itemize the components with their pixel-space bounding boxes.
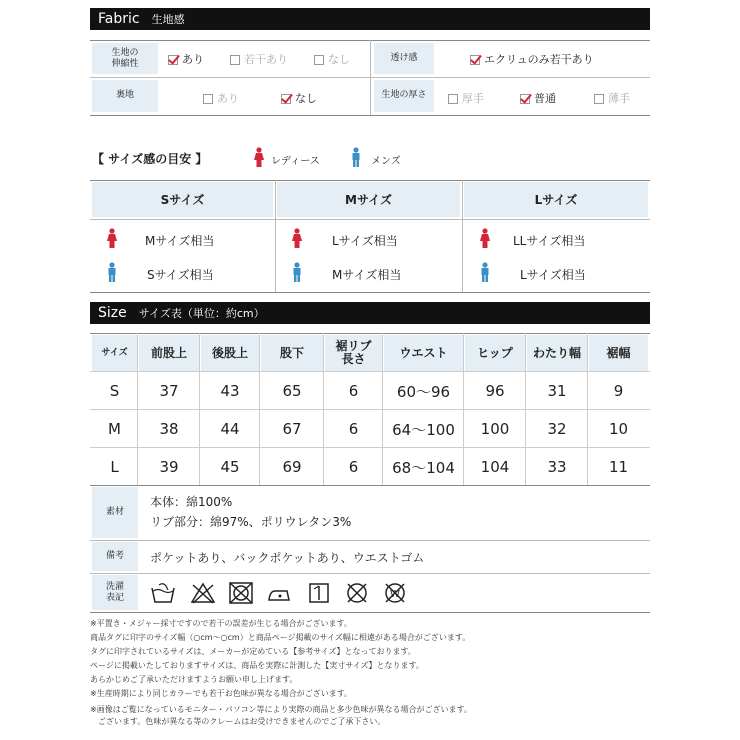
size-value: 6 — [348, 458, 359, 476]
size-value: 100 — [480, 420, 510, 438]
size-col-header: ヒップ — [465, 335, 525, 371]
checkbox-empty-icon — [230, 55, 240, 65]
sheer-opt: エクリュのみ若干あり — [470, 51, 594, 67]
size-value: 39 — [159, 458, 179, 476]
fabric-title: Fabric — [98, 11, 140, 27]
note-7: ※画像はご覧になっているモニター・パソコン等により実際の商品と多少色味が異なる場合がございます。 — [90, 705, 472, 714]
checkbox-empty-icon — [314, 55, 324, 65]
size-value: 104 — [480, 458, 510, 476]
thickness-opt-thin: 薄手 — [594, 90, 630, 106]
size-value: 6 — [348, 382, 359, 400]
size-col-header: 裾リブ 長さ — [325, 335, 382, 371]
size-value: 44 — [220, 420, 240, 438]
ladies-icon — [479, 228, 491, 248]
size-col-header: 股下 — [261, 335, 323, 371]
thickness-opt-thick: 厚手 — [448, 90, 484, 106]
material-line2: リブ部分：綿97%、ポリウレタン3% — [150, 515, 352, 529]
size-value: 9 — [613, 382, 624, 400]
hand-wash-icon — [150, 582, 176, 604]
mens-icon — [106, 262, 118, 282]
size-value: 96 — [485, 382, 505, 400]
size-value: 64〜100 — [392, 420, 455, 439]
size-value: 10 — [608, 420, 629, 438]
material-label: 素材 — [92, 487, 138, 538]
size-value: 67 — [282, 420, 302, 438]
size-value: 32 — [547, 420, 567, 438]
fit-col-l: Lサイズ — [464, 182, 648, 217]
remarks-text: ポケットあり、バックポケットあり、ウエストゴム — [150, 551, 425, 565]
fit-ladies-s: Mサイズ相当 — [145, 234, 215, 248]
size-col-header: 後股上 — [201, 335, 259, 371]
ladies-label: レディース — [271, 156, 320, 167]
checkbox-empty-icon — [594, 94, 604, 104]
no-dry-clean-icon — [344, 582, 370, 604]
stretch-opt-slight: 若干あり — [230, 51, 288, 67]
mens-icon — [350, 147, 362, 167]
mens-label: メンズ — [371, 156, 401, 167]
size-row-label: M — [108, 420, 121, 438]
note-1: ※平置き・メジャー採寸ですので若干の誤差が生じる場合がございます。 — [90, 619, 352, 628]
lining-opt-no: なし — [281, 90, 317, 106]
size-col-header: わたり幅 — [527, 335, 587, 371]
size-value: 38 — [159, 420, 179, 438]
fit-ladies-l: LLサイズ相当 — [513, 234, 586, 248]
no-tumble-dry-icon — [228, 582, 254, 604]
size-value: 68〜104 — [392, 458, 455, 477]
svg-text:W: W — [390, 589, 400, 600]
stretch-opt-no: なし — [314, 51, 350, 67]
checkbox-checked-icon — [281, 94, 291, 104]
lining-opt-yes: あり — [203, 90, 239, 106]
ladies-icon — [291, 228, 303, 248]
fit-mens-l: Lサイズ相当 — [520, 268, 586, 282]
no-bleach-icon — [190, 582, 216, 604]
checkbox-empty-icon — [203, 94, 213, 104]
size-value: 43 — [220, 382, 240, 400]
stretch-opt-yes: あり — [168, 51, 204, 67]
material-line1: 本体：綿100% — [150, 495, 233, 509]
size-col-header: サイズ — [92, 335, 137, 371]
fit-ladies-m: Lサイズ相当 — [332, 234, 398, 248]
ladies-icon — [106, 228, 118, 248]
fabric-header — [90, 8, 650, 30]
stretch-label: 生地の 伸縮性 — [92, 43, 158, 74]
iron-low-icon — [266, 582, 292, 604]
fit-mens-m: Mサイズ相当 — [332, 268, 402, 282]
size-value: 37 — [159, 382, 179, 400]
fit-title: 【 サイズ感の目安 】 — [92, 152, 208, 166]
size-col-header: ウエスト — [384, 335, 463, 371]
size-header — [90, 302, 650, 324]
remarks-label: 備考 — [92, 542, 138, 571]
size-value: 6 — [348, 420, 359, 438]
size-value: 11 — [608, 458, 629, 476]
size-col-header: 前股上 — [139, 335, 199, 371]
ladies-icon — [253, 147, 265, 167]
note-2: 商品タグに印字のサイズ幅（○cm〜○cm）と商品ページ掲載のサイズ幅に相違がある場合がございます。 — [90, 633, 471, 642]
mens-icon — [291, 262, 303, 282]
checkbox-checked-icon — [168, 55, 178, 65]
size-row-label: L — [110, 458, 119, 476]
note-5: あらかじめご了承いただけますようお願い申し上げます。 — [90, 675, 298, 684]
note-3: タグに印字されているサイズは、メーカーが定めている【参考サイズ】となっております。 — [90, 647, 416, 656]
fit-mens-s: Sサイズ相当 — [147, 268, 214, 282]
note-8: ございます。色味が異なる等のクレームはお受けできませんのでご了承下さい。 — [90, 717, 386, 726]
fabric-subtitle: 生地感 — [151, 13, 185, 26]
size-value: 31 — [547, 382, 567, 400]
size-row-label: S — [109, 382, 120, 400]
size-value: 33 — [547, 458, 567, 476]
no-wet-clean-icon — [382, 582, 408, 604]
size-subtitle: サイズ表（単位：約cm） — [138, 307, 265, 320]
checkbox-empty-icon — [448, 94, 458, 104]
size-value: 60〜96 — [396, 382, 451, 401]
note-4: ページに掲載いたしておりますサイズは、商品を実際に計測した【実寸サイズ】となります。 — [90, 661, 424, 670]
line-dry-icon — [306, 582, 332, 604]
size-value: 45 — [220, 458, 240, 476]
lining-label: 裏地 — [92, 80, 158, 112]
sheer-label: 透け感 — [374, 43, 434, 74]
size-value: 65 — [282, 382, 302, 400]
note-6: ※生産時期により同じカラーでも若干お色味が異なる場合がございます。 — [90, 689, 353, 698]
checkbox-checked-icon — [470, 55, 480, 65]
care-label: 洗濯 表記 — [92, 575, 138, 610]
fit-col-s: Sサイズ — [92, 182, 273, 217]
size-title: Size — [98, 305, 127, 321]
size-value: 69 — [282, 458, 302, 476]
checkbox-checked-icon — [520, 94, 530, 104]
thickness-label: 生地の厚さ — [374, 80, 434, 112]
size-col-header: 裾幅 — [589, 335, 648, 371]
fit-col-m: Mサイズ — [277, 182, 460, 217]
mens-icon — [479, 262, 491, 282]
thickness-opt-normal: 普通 — [520, 90, 556, 106]
